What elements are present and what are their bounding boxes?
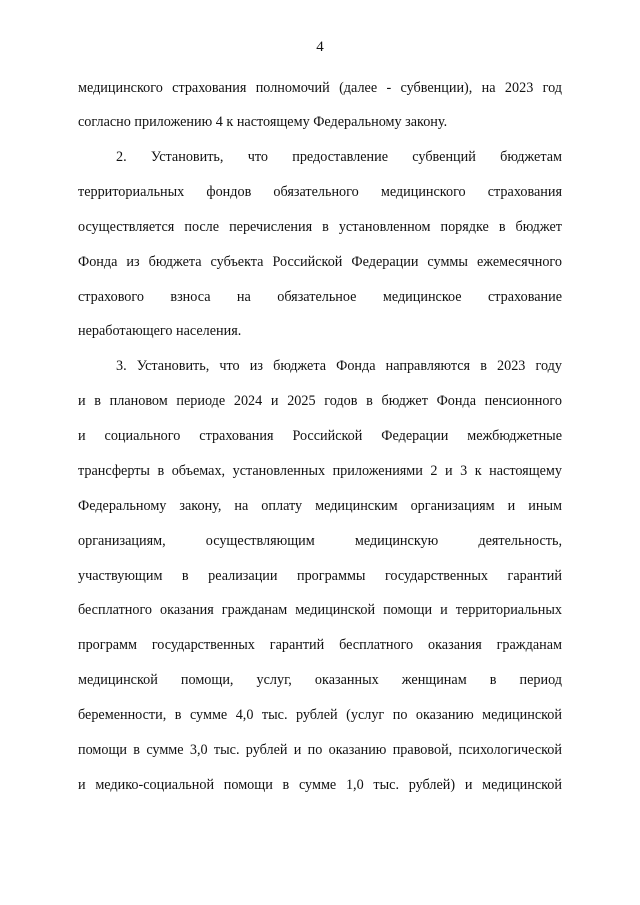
text-line: и в плановом периоде 2024 и 2025 годов в бюджет Фонда пенсионного (78, 393, 562, 409)
text-line: бесплатного оказания гражданам медицинской помощи и территориальных (78, 602, 562, 618)
text-line: организациям, осуществляющим медицинскую деятельность, (78, 533, 562, 549)
text-line: медицинского страхования полномочий (далее - субвенции), на 2023 год (78, 80, 562, 96)
text-line: территориальных фондов обязательного медицинского страхования (78, 184, 562, 200)
text-line: Федеральному закону, на оплату медицинским организациям и иным (78, 498, 562, 514)
text-line: программ государственных гарантий бесплатного оказания гражданам (78, 637, 562, 653)
text-line: и медико-социальной помощи в сумме 1,0 тыс. рублей) и медицинской (78, 777, 562, 793)
text-line: неработающего населения. (78, 323, 242, 339)
text-line: помощи в сумме 3,0 тыс. рублей и по оказанию правовой, психологической (78, 742, 562, 758)
text-line: и социального страхования Российской Федерации межбюджетные (78, 428, 562, 444)
text-line: согласно приложению 4 к настоящему Федеральному закону. (78, 114, 448, 130)
text-line: осуществляется после перечисления в установленном порядке в бюджет (78, 219, 562, 235)
paragraph-first-line: 3. Установить, что из бюджета Фонда направляются в 2023 году (116, 358, 562, 374)
text-line: Фонда из бюджета субъекта Российской Федерации суммы ежемесячного (78, 254, 562, 270)
page-number: 4 (316, 39, 324, 55)
text-line: трансферты в объемах, установленных приложениями 2 и 3 к настоящему (78, 463, 562, 479)
text-line: медицинской помощи, услуг, оказанных женщинам в период (78, 672, 562, 688)
text-line: страхового взноса на обязательное медицинское страхование (78, 289, 562, 305)
text-line: участвующим в реализации программы государственных гарантий (78, 568, 562, 584)
text-line: беременности, в сумме 4,0 тыс. рублей (услуг по оказанию медицинской (78, 707, 562, 723)
paragraph-first-line: 2. Установить, что предоставление субвенций бюджетам (116, 149, 562, 165)
